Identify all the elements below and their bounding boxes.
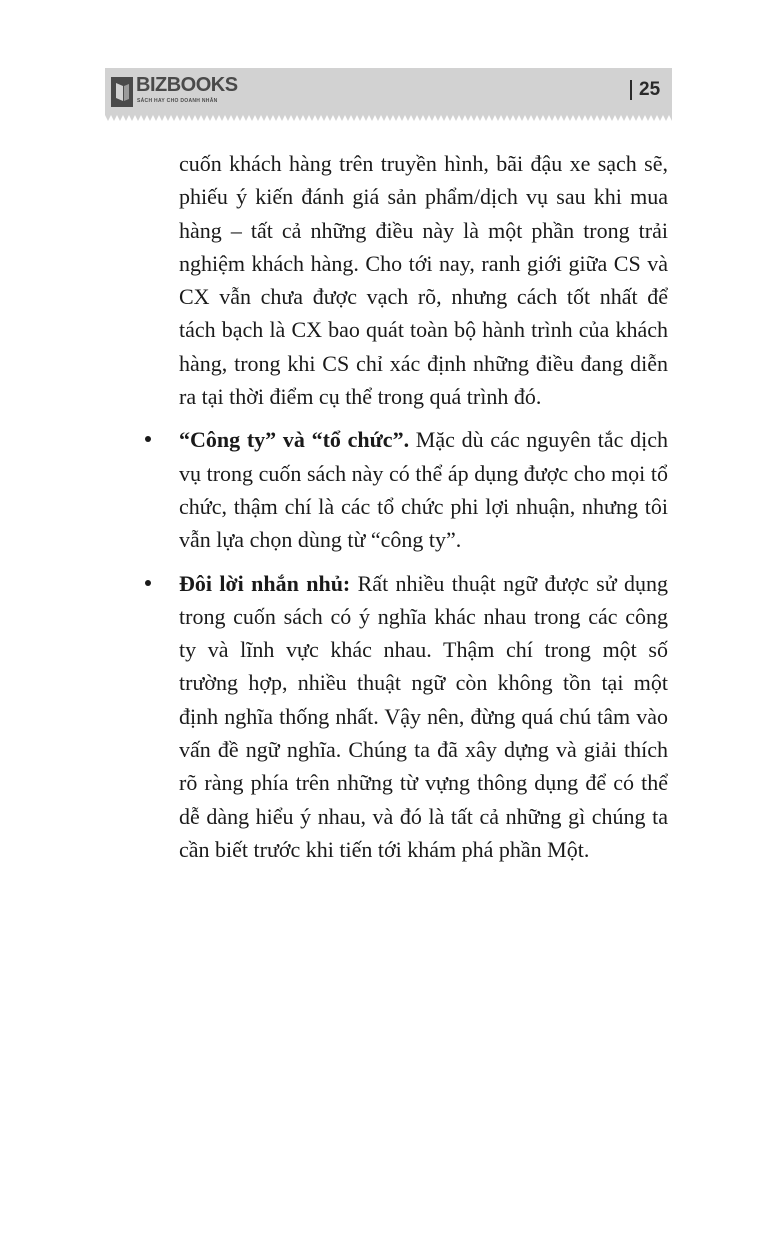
book-logo-icon <box>111 77 133 107</box>
page-number-divider <box>630 80 632 100</box>
list-item <box>179 567 668 867</box>
brand-name: BIZBOOKS <box>136 74 238 96</box>
bizbooks-logo <box>111 74 238 109</box>
bullet-list <box>179 423 668 866</box>
page-number: 25 <box>639 79 661 100</box>
header-torn-edge <box>105 115 672 122</box>
page-body <box>179 147 668 876</box>
bullet-icon <box>145 436 151 442</box>
bullet-term: “Công ty” và “tổ chức”. <box>179 427 410 453</box>
bullet-text: Mặc dù các nguyên tắc dịch vụ trong cuốn sách này có thể áp dụng được cho mọi tổ chức, thậm chí là các tổ chức phi lợi nhuận, nhưng tôi vẫn lựa chọn dùng từ “công ty”. <box>179 427 668 553</box>
bullet-icon <box>145 580 151 586</box>
bullet-text: Rất nhiều thuật ngữ được sử dụng trong cuốn sách có ý nghĩa khác nhau trong các công ty và lĩnh vực khác nhau. Thậm chí trong một số trường hợp, nhiều thuật ngữ còn không tồn tại một định nghĩa thống nhất. Vậy nên, đừng quá chú tâm vào vấn đề ngữ nghĩa. Chúng ta đã xây dựng và giải thích rõ ràng phía trên những từ vựng thông dụng để có thể dễ dàng hiểu ý nhau, và đó là tất cả những gì chúng ta cần biết trước khi tiến tới khám phá phần Một. <box>179 570 668 862</box>
brand-tagline: SÁCH HAY CHO DOANH NHÂN <box>137 98 218 104</box>
bullet-term: Đôi lời nhắn nhủ: <box>179 570 351 596</box>
body-paragraph: cuốn khách hàng trên truyền hình, bãi đậu xe sạch sẽ, phiếu ý kiến đánh giá sản phẩm/dịch vụ sau khi mua hàng – tất cả những điều này là một phần trong trải nghiệm khách hàng. Cho tới nay, ranh giới giữa CS và CX vẫn chưa được vạch rõ, nhưng cách tốt nhất để tách bạch là CX bao quát toàn bộ hành trình của khách hàng, trong khi CS chỉ xác định những điều đang diễn ra tại thời điểm cụ thể trong quá trình đó. <box>179 151 668 410</box>
list-item <box>179 423 668 556</box>
